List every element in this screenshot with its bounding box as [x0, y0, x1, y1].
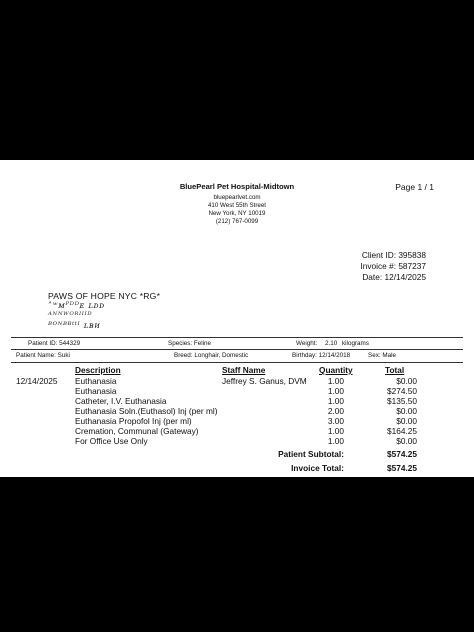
divider-top	[11, 337, 463, 338]
sex-value: Male	[382, 352, 397, 359]
item-quantity: 2.00	[327, 406, 344, 416]
patient-id	[28, 340, 80, 347]
patient-name-label: Patient Name:	[16, 352, 56, 359]
weight-label: Weight:	[296, 340, 318, 347]
invoice-date-value: 12/14/2025	[384, 272, 426, 282]
invoice-number-row	[360, 261, 426, 271]
patient-weight	[296, 340, 369, 347]
patient-id-label: Patient ID:	[28, 340, 58, 347]
client-id-row	[362, 250, 426, 260]
item-quantity: 1.00	[327, 376, 344, 386]
patient-id-value: 544329	[59, 340, 81, 347]
breed-value: Longhair, Domestic	[194, 352, 249, 359]
patient-subtotal-label: Patient Subtotal:	[278, 449, 344, 459]
item-quantity: 1.00	[327, 396, 344, 406]
sex-label: Sex:	[368, 352, 381, 359]
patient-birthday	[292, 352, 350, 359]
item-quantity: 1.00	[327, 426, 344, 436]
invoice-total-value: $574.25	[387, 463, 417, 473]
item-quantity: 1.00	[327, 386, 344, 396]
patient-sex	[368, 352, 396, 359]
species-label: Species:	[168, 340, 193, 347]
item-total: $0.00	[396, 376, 417, 386]
page-number: Page 1 / 1	[395, 182, 434, 192]
invoice-date-row	[362, 272, 426, 282]
breed-label: Breed:	[174, 352, 193, 359]
item-description: Euthanasia	[75, 376, 117, 386]
header-description: Description	[75, 365, 121, 375]
item-description: For Office Use Only	[75, 436, 148, 446]
patient-name	[16, 352, 70, 359]
item-quantity: 3.00	[327, 416, 344, 426]
item-total: $274.50	[387, 386, 417, 396]
item-total: $135.50	[387, 396, 417, 406]
bill-to-line-3: ᴬᴺᴺᵂᴼᴿᴵᴵᴵᴰ	[48, 311, 93, 321]
item-total: $0.00	[396, 406, 417, 416]
invoice-number-value: 587237	[398, 261, 426, 271]
patient-name-value: Suki	[57, 352, 70, 359]
bill-to-name: PAWS OF HOPE NYC *RG*	[48, 291, 161, 301]
patient-species	[168, 340, 211, 347]
item-total: $164.25	[387, 426, 417, 436]
client-id-label: Client ID:	[361, 250, 396, 260]
invoice-total-label: Invoice Total:	[291, 463, 344, 473]
species-value: Feline	[193, 340, 212, 347]
hospital-name: BluePearl Pet Hospital-Midtown	[179, 182, 295, 191]
hospital-city: New York, NY 10019	[208, 210, 266, 217]
patient-subtotal-value: $574.25	[387, 449, 417, 459]
weight-value: 2.10	[324, 340, 338, 347]
item-description: Cremation, Communal (Gateway)	[75, 426, 199, 436]
header-total: Total	[385, 365, 405, 375]
item-description: Catheter, I.V. Euthanasia	[75, 396, 167, 406]
divider-bottom	[11, 362, 463, 363]
item-total: $0.00	[396, 436, 417, 446]
invoice-number-label: Invoice #:	[360, 261, 396, 271]
invoice-page	[0, 160, 474, 477]
divider-middle	[11, 349, 463, 350]
client-id-value: 395838	[398, 250, 426, 260]
patient-breed	[174, 352, 248, 359]
header-staff-name: Staff Name	[222, 365, 266, 375]
birthday-label: Birthday:	[292, 352, 317, 359]
item-quantity: 1.00	[327, 436, 344, 446]
item-total: $0.00	[396, 416, 417, 426]
item-staff: Jeffrey S. Ganus, DVM	[222, 376, 307, 386]
item-description: Euthanasia Soln.(Euthasol) Inj (per ml)	[75, 406, 218, 416]
hospital-website: bluepearlvet.com	[213, 194, 261, 201]
hospital-street: 410 West 55th Street	[207, 202, 266, 209]
bill-to-line-2: ˄ʷᴍᴾᴰᴰᴇ ʟᴅᴅ	[48, 301, 105, 311]
item-description: Euthanasia Propofol Inj (per ml)	[75, 416, 192, 426]
header-quantity: Quantity	[319, 365, 353, 375]
bill-to-line-4: ᴮᴼᴺᴮᴮᵗᵗᴵ ʟʙᴎ	[48, 321, 101, 331]
weight-unit: kilograms	[342, 340, 369, 347]
invoice-date-label: Date:	[362, 272, 383, 282]
service-date: 12/14/2025	[16, 376, 58, 386]
item-description: Euthanasia	[75, 386, 117, 396]
hospital-phone: (212) 767-0099	[215, 218, 259, 225]
birthday-value: 12/14/2018	[318, 352, 351, 359]
